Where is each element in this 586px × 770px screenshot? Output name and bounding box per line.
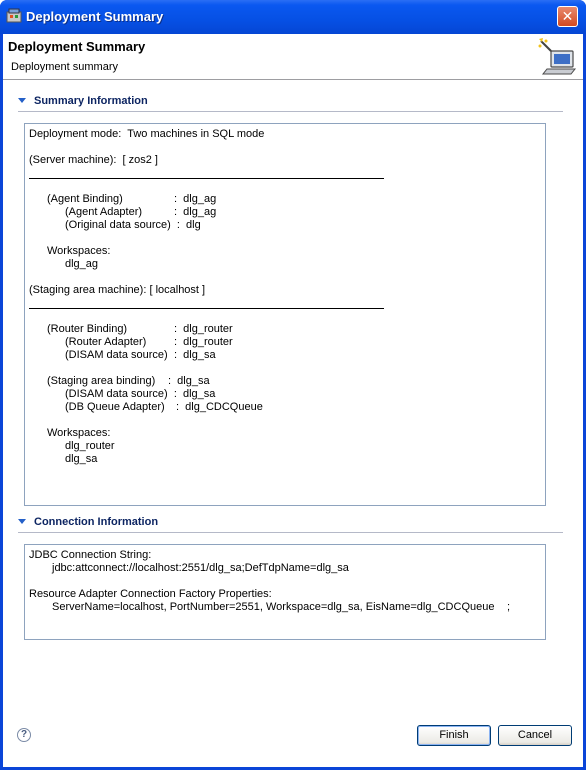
summary-line: : dlg_router (174, 323, 233, 335)
summary-line: (DB Queue Adapter) (65, 401, 165, 413)
summary-line: dlg_sa (65, 453, 98, 465)
dialog-client-area (3, 34, 583, 767)
cancel-button[interactable]: Cancel (498, 725, 572, 746)
summary-line: (DISAM data source) : dlg_sa (65, 388, 216, 400)
summary-line: (Agent Adapter) (65, 206, 143, 218)
finish-button[interactable]: Finish (417, 725, 491, 746)
wizard-header (3, 34, 583, 80)
summary-line: (DISAM data source) (65, 349, 168, 361)
connection-section-title: Connection Information (34, 516, 159, 528)
summary-line: (Router Adapter) (65, 336, 147, 348)
button-bar (3, 725, 583, 767)
summary-line: Workspaces: (47, 427, 111, 439)
wizard-body (3, 80, 583, 725)
summary-line: : dlg_CDCQueue (176, 401, 263, 413)
page-description: Deployment summary (11, 61, 118, 73)
collapse-triangle-icon[interactable] (18, 98, 26, 103)
close-button[interactable]: ✕ (557, 6, 578, 27)
summary-line: (Server machine): [ zos2 ] (29, 154, 158, 166)
summary-line: : dlg_ag (174, 206, 217, 218)
summary-line: Deployment mode: Two machines in SQL mode (29, 128, 265, 140)
summary-line: (Agent Binding) (47, 193, 123, 205)
jdbc-value: jdbc:attconnect://localhost:2551/dlg_sa;DefTdpName=dlg_sa (52, 562, 349, 574)
summary-line: Workspaces: (47, 245, 111, 257)
wizard-icon (537, 37, 577, 77)
jdbc-label: JDBC Connection String: (29, 549, 152, 561)
connection-text-area[interactable] (24, 544, 546, 640)
help-icon[interactable]: ? (17, 728, 31, 742)
divider (29, 178, 384, 179)
ra-label: Resource Adapter Connection Factory Properties: (29, 588, 272, 600)
summary-line: : dlg_sa (168, 375, 210, 387)
summary-line: (Staging area binding) (47, 375, 156, 387)
window-title: Deployment Summary (26, 9, 164, 24)
connection-section-header[interactable] (18, 516, 563, 533)
collapse-triangle-icon[interactable] (18, 519, 26, 524)
ra-value: ServerName=localhost, PortNumber=2551, Workspace=dlg_sa, EisName=dlg_CDCQueue (52, 601, 495, 613)
summary-text-area[interactable] (24, 123, 546, 506)
ra-suffix: ; (507, 601, 511, 613)
summary-section-title: Summary Information (34, 95, 148, 107)
summary-line: : dlg_ag (174, 193, 217, 205)
title-bar[interactable] (0, 0, 586, 34)
summary-line: : dlg_router (174, 336, 233, 348)
summary-line: (Staging area machine): [ localhost ] (29, 284, 206, 296)
summary-line: : dlg_sa (174, 349, 216, 361)
divider (29, 308, 384, 309)
summary-line: (Original data source) : dlg (65, 219, 201, 231)
summary-section-header[interactable] (18, 95, 563, 112)
summary-line: dlg_ag (65, 258, 99, 270)
summary-line: dlg_router (65, 440, 115, 452)
page-title: Deployment Summary (8, 39, 146, 54)
deployment-icon (6, 8, 22, 24)
summary-line: (Router Binding) (47, 323, 128, 335)
